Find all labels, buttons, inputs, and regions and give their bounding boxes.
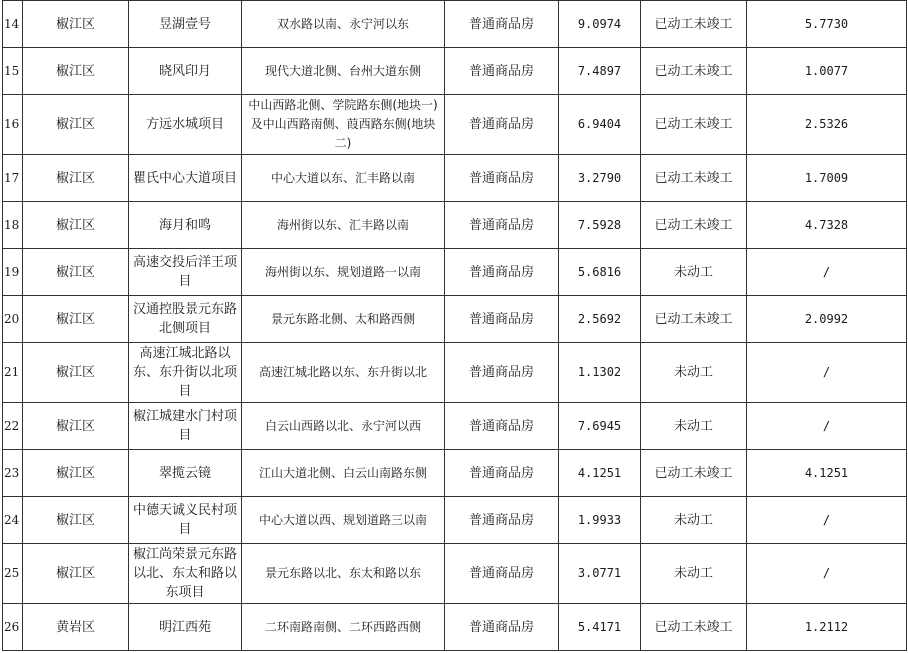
row-number: 16 — [3, 95, 23, 155]
table-row — [3, 403, 907, 450]
project-name-cell: 中德天诚义民村项目 — [129, 497, 242, 544]
row-number: 20 — [3, 296, 23, 343]
project-name-cell: 晓风印月 — [129, 48, 242, 95]
completed-area-cell: 2.5326 — [747, 95, 907, 155]
table-row — [3, 155, 907, 202]
status-cell: 未动工 — [641, 249, 747, 296]
project-name-cell: 翠揽云镜 — [129, 450, 242, 497]
area-cell: 3.0771 — [559, 544, 641, 604]
table-row — [3, 1, 907, 48]
district-cell: 椒江区 — [23, 450, 129, 497]
district-cell: 椒江区 — [23, 48, 129, 95]
area-cell: 1.9933 — [559, 497, 641, 544]
location-cell: 中心大道以西、规划道路三以南 — [242, 497, 445, 544]
project-name-cell: 高速江城北路以东、东升街以北项目 — [129, 343, 242, 403]
table-body — [3, 1, 907, 651]
status-cell: 未动工 — [641, 497, 747, 544]
area-cell: 5.4171 — [559, 604, 641, 651]
housing-type-cell: 普通商品房 — [445, 403, 559, 450]
housing-type-cell: 普通商品房 — [445, 604, 559, 651]
completed-area-cell: 4.7328 — [747, 202, 907, 249]
status-cell: 已动工未竣工 — [641, 155, 747, 202]
area-cell: 2.5692 — [559, 296, 641, 343]
project-name-cell: 海月和鸣 — [129, 202, 242, 249]
area-cell: 7.6945 — [559, 403, 641, 450]
completed-area-cell: 2.0992 — [747, 296, 907, 343]
status-cell: 已动工未竣工 — [641, 202, 747, 249]
project-name-cell: 方远水城项目 — [129, 95, 242, 155]
completed-area-cell: / — [747, 497, 907, 544]
completed-area-cell: / — [747, 544, 907, 604]
row-number: 15 — [3, 48, 23, 95]
location-cell: 高速江城北路以东、东升街以北 — [242, 343, 445, 403]
completed-area-cell: 1.2112 — [747, 604, 907, 651]
housing-type-cell: 普通商品房 — [445, 450, 559, 497]
housing-type-cell: 普通商品房 — [445, 155, 559, 202]
project-name-cell: 明江西苑 — [129, 604, 242, 651]
area-cell: 5.6816 — [559, 249, 641, 296]
project-name-cell: 椒江城建水门村项目 — [129, 403, 242, 450]
completed-area-cell: / — [747, 403, 907, 450]
status-cell: 未动工 — [641, 403, 747, 450]
housing-type-cell: 普通商品房 — [445, 202, 559, 249]
completed-area-cell: / — [747, 249, 907, 296]
project-name-cell: 汉通控股景元东路北侧项目 — [129, 296, 242, 343]
status-cell: 已动工未竣工 — [641, 450, 747, 497]
district-cell: 椒江区 — [23, 95, 129, 155]
project-name-cell: 高速交投后洋王项目 — [129, 249, 242, 296]
area-cell: 3.2790 — [559, 155, 641, 202]
housing-type-cell: 普通商品房 — [445, 48, 559, 95]
housing-type-cell: 普通商品房 — [445, 343, 559, 403]
location-cell: 海州街以东、规划道路一以南 — [242, 249, 445, 296]
area-cell: 6.9404 — [559, 95, 641, 155]
table-row — [3, 343, 907, 403]
district-cell: 椒江区 — [23, 343, 129, 403]
housing-type-cell: 普通商品房 — [445, 544, 559, 604]
completed-area-cell: 1.0077 — [747, 48, 907, 95]
location-cell: 现代大道北侧、台州大道东侧 — [242, 48, 445, 95]
district-cell: 椒江区 — [23, 403, 129, 450]
row-number: 14 — [3, 1, 23, 48]
row-number: 24 — [3, 497, 23, 544]
district-cell: 椒江区 — [23, 155, 129, 202]
location-cell: 中山西路北侧、学院路东侧(地块一)及中山西路南侧、葭西路东侧(地块二) — [242, 95, 445, 155]
area-cell: 4.1251 — [559, 450, 641, 497]
row-number: 23 — [3, 450, 23, 497]
district-cell: 椒江区 — [23, 296, 129, 343]
table-row — [3, 202, 907, 249]
table-row — [3, 497, 907, 544]
row-number: 19 — [3, 249, 23, 296]
area-cell: 7.5928 — [559, 202, 641, 249]
table-row — [3, 249, 907, 296]
location-cell: 江山大道北侧、白云山南路东侧 — [242, 450, 445, 497]
area-cell: 7.4897 — [559, 48, 641, 95]
location-cell: 景元东路以北、东太和路以东 — [242, 544, 445, 604]
status-cell: 已动工未竣工 — [641, 95, 747, 155]
completed-area-cell: / — [747, 343, 907, 403]
housing-type-cell: 普通商品房 — [445, 497, 559, 544]
table-row — [3, 296, 907, 343]
row-number: 25 — [3, 544, 23, 604]
housing-type-cell: 普通商品房 — [445, 1, 559, 48]
district-cell: 椒江区 — [23, 249, 129, 296]
housing-type-cell: 普通商品房 — [445, 95, 559, 155]
status-cell: 已动工未竣工 — [641, 604, 747, 651]
table-row — [3, 604, 907, 651]
completed-area-cell: 1.7009 — [747, 155, 907, 202]
table-row — [3, 95, 907, 155]
project-name-cell: 瞿氏中心大道项目 — [129, 155, 242, 202]
location-cell: 中心大道以东、汇丰路以南 — [242, 155, 445, 202]
district-cell: 椒江区 — [23, 1, 129, 48]
status-cell: 已动工未竣工 — [641, 1, 747, 48]
district-cell: 黄岩区 — [23, 604, 129, 651]
status-cell: 未动工 — [641, 343, 747, 403]
row-number: 26 — [3, 604, 23, 651]
location-cell: 双水路以南、永宁河以东 — [242, 1, 445, 48]
completed-area-cell: 5.7730 — [747, 1, 907, 48]
project-name-cell: 昱湖壹号 — [129, 1, 242, 48]
district-cell: 椒江区 — [23, 202, 129, 249]
housing-type-cell: 普通商品房 — [445, 296, 559, 343]
status-cell: 已动工未竣工 — [641, 48, 747, 95]
table-row — [3, 450, 907, 497]
table-row — [3, 48, 907, 95]
district-cell: 椒江区 — [23, 544, 129, 604]
row-number: 22 — [3, 403, 23, 450]
status-cell: 已动工未竣工 — [641, 296, 747, 343]
completed-area-cell: 4.1251 — [747, 450, 907, 497]
housing-project-table — [2, 0, 907, 651]
location-cell: 白云山西路以北、永宁河以西 — [242, 403, 445, 450]
row-number: 21 — [3, 343, 23, 403]
table-row — [3, 544, 907, 604]
area-cell: 9.0974 — [559, 1, 641, 48]
row-number: 18 — [3, 202, 23, 249]
location-cell: 二环南路南侧、二环西路西侧 — [242, 604, 445, 651]
area-cell: 1.1302 — [559, 343, 641, 403]
location-cell: 海州街以东、汇丰路以南 — [242, 202, 445, 249]
district-cell: 椒江区 — [23, 497, 129, 544]
housing-type-cell: 普通商品房 — [445, 249, 559, 296]
location-cell: 景元东路北侧、太和路西侧 — [242, 296, 445, 343]
project-name-cell: 椒江尚荣景元东路以北、东太和路以东项目 — [129, 544, 242, 604]
row-number: 17 — [3, 155, 23, 202]
status-cell: 未动工 — [641, 544, 747, 604]
